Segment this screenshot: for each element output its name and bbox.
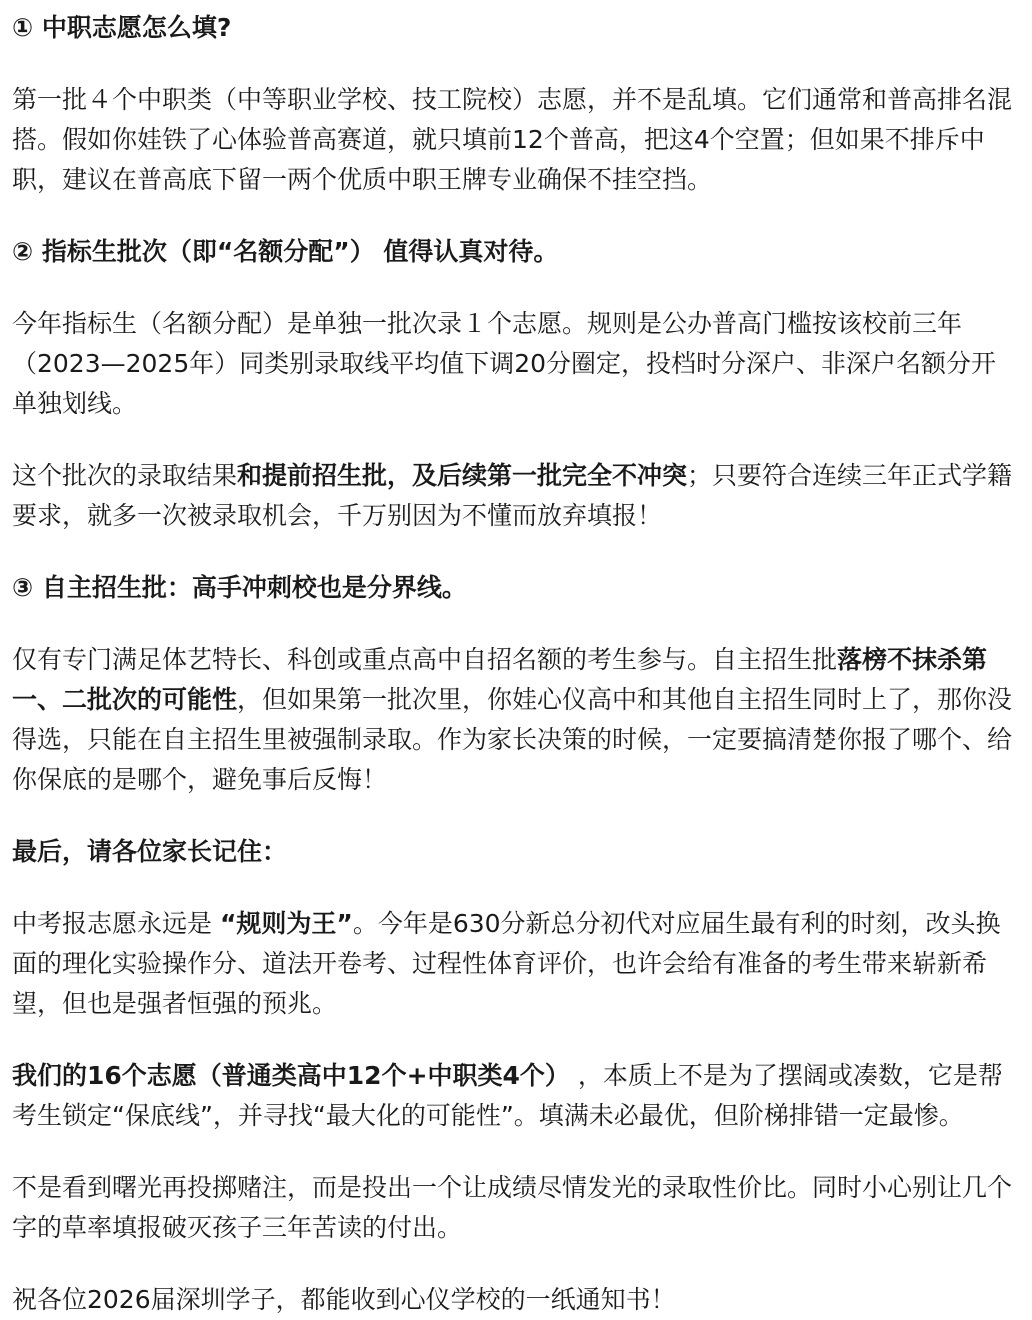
text-run: ，但如果第一批次里，你娃心仪高中和其他自主招生同时上了，那你没得选，只能在自主招生里被强制录取。作为家长决策的时候，一定要搞清楚你报了哪个、给你保底的是哪个，避免事后反悔！ — [12, 685, 1013, 794]
text-run: 这个批次的录取结果 — [12, 461, 238, 490]
bold-emphasis: “规则为王” — [219, 909, 353, 938]
paragraph-blessing: 祝各位2026届深圳学子，都能收到心仪学校的一纸通知书！ — [12, 1285, 676, 1314]
text-run: 。今年是630分新总分初代对应届生最有利的时刻，改头换面的理化实验操作分、道法开卷考、过程性体育评价，也许会给有准备的考生带来崭新希望，但也是强者恒强的预兆。 — [12, 909, 1001, 1018]
text-run: ；只要符合连续三年正式学籍要求，就多一次被录取机会，千万别因为不懂而放弃填报！ — [12, 461, 1013, 530]
paragraph-rules-are-king — [12, 904, 1018, 1024]
text-run: 仅有专门满足体艺特长、科创或重点高中自招名额的考生参与。自主招生批 — [12, 645, 838, 674]
bold-emphasis: 和提前招生批，及后续第一批完全不冲突 — [237, 461, 688, 490]
section-heading-independent-enrollment: ③ 自主招生批：高手冲刺校也是分界线。 — [12, 573, 467, 602]
paragraph-quota-no-conflict — [12, 456, 1018, 536]
bold-emphasis: 落榜不抹杀第一、二批次的可能性 — [12, 645, 988, 714]
bold-emphasis: 我们的16个志愿（普通类高中12个+中职类4个） — [12, 1061, 570, 1090]
paragraph-vocational: 第一批４个中职类（中等职业学校、技工院校）志愿，并不是乱填。它们通常和普高排名混搭。假如你娃铁了心体验普高赛道，就只填前12个普高，把这4个空置；但如果不排斥中职，建议在普高底下留一两个优质中职王牌专业确保不挂空挡。 — [12, 85, 1013, 194]
paragraph-quota-rules: 今年指标生（名额分配）是单独一批次录１个志愿。规则是公办普高门槛按该校前三年（2023—2025年）同类别录取线平均值下调20分圈定，投档时分深户、非深户名额分开单独划线。 — [12, 309, 997, 418]
paragraph-independent-enrollment — [12, 640, 1018, 800]
paragraph-careful-filling: 不是看到曙光再投掷赌注，而是投出一个让成绩尽情发光的录取性价比。同时小心别让几个字的草率填报破灭孩子三年苦读的付出。 — [12, 1173, 1013, 1242]
text-run: 中考报志愿永远是 — [12, 909, 220, 938]
paragraph-sixteen-choices — [12, 1056, 1018, 1136]
section-heading-vocational: ① 中职志愿怎么填? — [12, 13, 232, 42]
section-heading-quota-students: ② 指标生批次（即“名额分配”） 值得认真对待。 — [12, 237, 559, 266]
text-run: ，本质上不是为了摆阔或凑数，它是帮考生锁定“保底线”，并寻找“最大化的可能性”。填满未必最优，但阶梯排错一定最惨。 — [12, 1061, 1003, 1130]
section-heading-final-reminder: 最后，请各位家长记住： — [12, 837, 288, 866]
